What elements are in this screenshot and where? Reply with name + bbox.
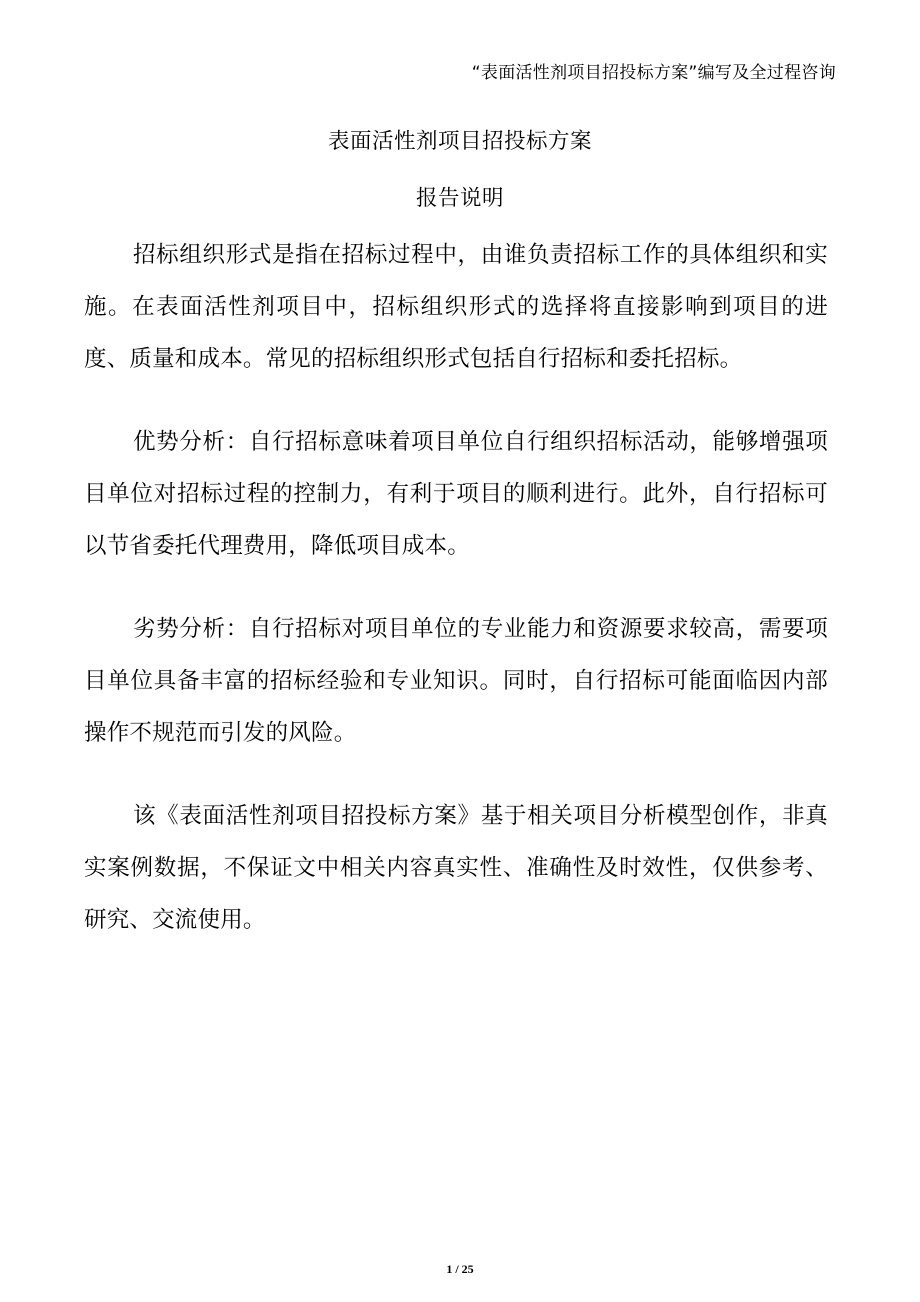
document-body [84, 229, 828, 977]
document-title: 表面活性剂项目招投标方案 [327, 129, 592, 154]
page-number: 1 / 25 [446, 1262, 474, 1276]
paragraph-disclaimer: 该《表面活性剂项目招投标方案》基于相关项目分析模型创作，非真实案例数据，不保证文中相关内容真实性、准确性及时效性，仅供参考、研究、交流使用。 [84, 803, 828, 933]
paragraph-disadvantages: 劣势分析：自行招标对项目单位的专业能力和资源要求较高，需要项目单位具备丰富的招标经验和专业知识。同时，自行招标可能面临因内部操作不规范而引发的风险。 [84, 616, 828, 746]
section-heading: 报告说明 [415, 186, 504, 211]
paragraph-tender-organization: 招标组织形式是指在招标过程中，由谁负责招标工作的具体组织和实施。在表面活性剂项目中，招标组织形式的选择将直接影响到项目的进度、质量和成本。常见的招标组织形式包括自行招标和委托招标。 [84, 242, 828, 372]
paragraph-advantages: 优势分析：自行招标意味着项目单位自行组织招标活动，能够增强项目单位对招标过程的控制力，有利于项目的顺利进行。此外，自行招标可以节省委托代理费用，降低项目成本。 [84, 429, 828, 559]
running-header: “表面活性剂项目招投标方案”编写及全过程咨询 [471, 63, 836, 83]
